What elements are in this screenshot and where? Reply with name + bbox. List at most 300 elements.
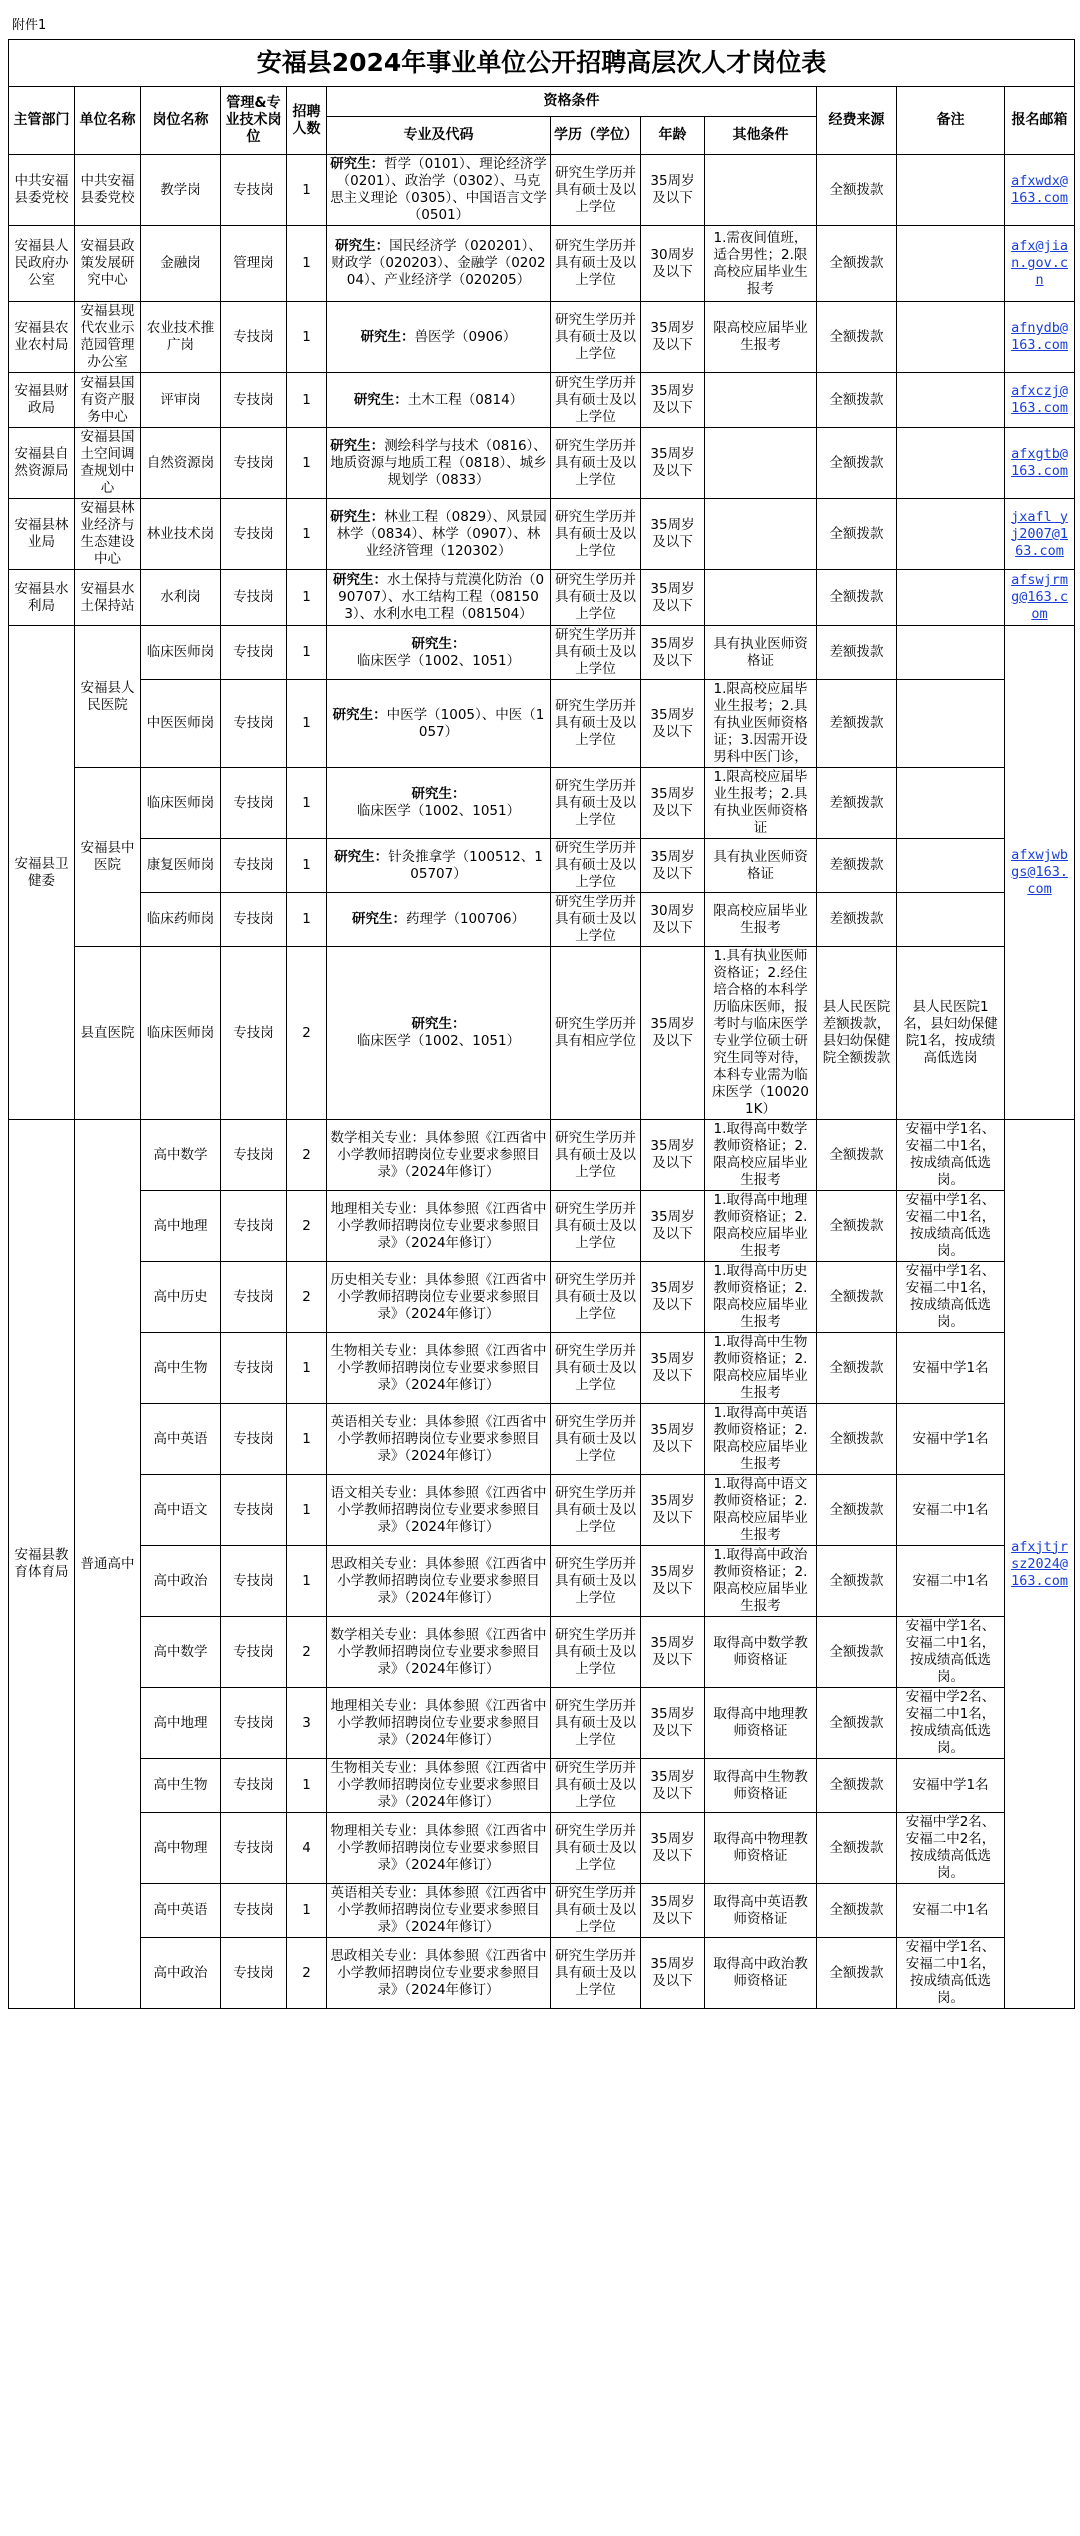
age-cell: 35周岁及以下 [641, 680, 705, 768]
table-row [9, 428, 1075, 499]
type-cell: 专技岗 [221, 1688, 287, 1759]
note-cell [897, 680, 1005, 768]
post-cell: 高中语文 [141, 1475, 221, 1546]
fund-cell: 差额拨款 [817, 680, 897, 768]
major-text: 临床医学（1002、1051） [356, 803, 521, 819]
table-row [9, 570, 1075, 626]
header-email: 报名邮箱 [1005, 87, 1075, 155]
edu-cell: 研究生学历并具有硕士及以上学位 [551, 1475, 641, 1546]
num-cell: 1 [287, 428, 327, 499]
age-cell: 35周岁及以下 [641, 1813, 705, 1884]
major-prefix: 研究生： [330, 437, 385, 454]
edu-cell: 研究生学历并具有硕士及以上学位 [551, 768, 641, 839]
table-row [9, 302, 1075, 373]
dept-cell: 安福县卫健委 [9, 626, 75, 1120]
age-cell: 35周岁及以下 [641, 1262, 705, 1333]
table-row [9, 1475, 1075, 1546]
age-cell: 35周岁及以下 [641, 499, 705, 570]
type-cell: 专技岗 [221, 1475, 287, 1546]
header-fund: 经费来源 [817, 87, 897, 155]
header-note: 备注 [897, 87, 1005, 155]
fund-cell: 差额拨款 [817, 893, 897, 947]
table-row [9, 1938, 1075, 2009]
header-unit: 单位名称 [75, 87, 141, 155]
num-cell: 2 [287, 947, 327, 1120]
table-row [9, 1884, 1075, 1938]
type-cell: 专技岗 [221, 1813, 287, 1884]
edu-cell: 研究生学历并具有硕士及以上学位 [551, 428, 641, 499]
age-cell: 35周岁及以下 [641, 1475, 705, 1546]
unit-cell: 中共安福县委党校 [75, 155, 141, 226]
num-cell: 1 [287, 1475, 327, 1546]
num-cell: 1 [287, 839, 327, 893]
email-link[interactable]: afxczj@163.com [1005, 373, 1075, 428]
post-cell: 康复医师岗 [141, 839, 221, 893]
type-cell: 专技岗 [221, 947, 287, 1120]
table-row [9, 626, 1075, 680]
page-title: 安福县2024年事业单位公开招聘高层次人才岗位表 [9, 40, 1075, 87]
major-cell [327, 302, 551, 373]
num-cell: 1 [287, 680, 327, 768]
major-text: 林业工程（0829）、风景园林学（0834）、林学（0907）、林业经济管理（120302） [336, 508, 547, 559]
major-prefix: 研究生： [351, 911, 406, 927]
header-dept: 主管部门 [9, 87, 75, 155]
note-cell [897, 839, 1005, 893]
num-cell: 1 [287, 626, 327, 680]
table-row [9, 1191, 1075, 1262]
note-cell: 安福中学1名、安福二中1名，按成绩高低选岗。 [897, 1120, 1005, 1191]
age-cell: 30周岁及以下 [641, 226, 705, 302]
edu-cell: 研究生学历并具有硕士及以上学位 [551, 626, 641, 680]
fund-cell: 差额拨款 [817, 768, 897, 839]
type-cell: 专技岗 [221, 1617, 287, 1688]
fund-cell: 全额拨款 [817, 302, 897, 373]
note-cell: 安福中学1名、安福二中1名，按成绩高低选岗。 [897, 1191, 1005, 1262]
type-cell: 专技岗 [221, 768, 287, 839]
other-cell: 1.取得高中历史教师资格证；2.限高校应届毕业生报考 [705, 1262, 817, 1333]
post-cell: 金融岗 [141, 226, 221, 302]
edu-cell: 研究生学历并具有硕士及以上学位 [551, 1813, 641, 1884]
edu-cell: 研究生学历并具有硕士及以上学位 [551, 1120, 641, 1191]
major-prefix: 研究生： [411, 1016, 466, 1032]
age-cell: 35周岁及以下 [641, 302, 705, 373]
unit-cell: 安福县政策发展研究中心 [75, 226, 141, 302]
note-cell: 安福中学1名、安福二中1名，按成绩高低选岗。 [897, 1938, 1005, 2009]
positions-table [8, 39, 1075, 2009]
note-cell [897, 499, 1005, 570]
age-cell: 35周岁及以下 [641, 1120, 705, 1191]
email-link[interactable]: afswjrmg@163.com [1005, 570, 1075, 626]
major-prefix: 研究生： [360, 328, 415, 345]
major-prefix: 研究生： [411, 635, 466, 652]
header-edu: 学历（学位） [551, 117, 641, 155]
post-cell: 高中历史 [141, 1262, 221, 1333]
type-cell: 专技岗 [221, 1333, 287, 1404]
table-row [9, 1617, 1075, 1688]
other-cell [705, 570, 817, 626]
post-cell: 高中英语 [141, 1884, 221, 1938]
dept-cell: 安福县财政局 [9, 373, 75, 428]
post-cell: 高中生物 [141, 1333, 221, 1404]
major-prefix: 研究生： [353, 391, 408, 408]
major-text: 土木工程（0814） [407, 391, 524, 408]
post-cell: 高中政治 [141, 1546, 221, 1617]
fund-cell: 全额拨款 [817, 226, 897, 302]
note-cell [897, 373, 1005, 428]
age-cell: 35周岁及以下 [641, 570, 705, 626]
note-cell [897, 626, 1005, 680]
post-cell: 农业技术推广岗 [141, 302, 221, 373]
num-cell: 1 [287, 302, 327, 373]
note-cell: 安福中学1名 [897, 1404, 1005, 1475]
other-cell: 取得高中地理教师资格证 [705, 1688, 817, 1759]
num-cell: 1 [287, 373, 327, 428]
type-cell: 专技岗 [221, 626, 287, 680]
other-cell: 取得高中数学教师资格证 [705, 1617, 817, 1688]
edu-cell: 研究生学历并具有硕士及以上学位 [551, 1617, 641, 1688]
major-text: 兽医学（0906） [414, 328, 517, 345]
table-row [9, 1688, 1075, 1759]
dept-cell: 安福县农业农村局 [9, 302, 75, 373]
unit-cell: 县直医院 [75, 947, 141, 1120]
post-cell: 水利岗 [141, 570, 221, 626]
type-cell: 专技岗 [221, 1191, 287, 1262]
age-cell: 30周岁及以下 [641, 893, 705, 947]
note-cell: 安福二中1名 [897, 1884, 1005, 1938]
header-type: 管理&专业技术岗位 [221, 87, 287, 155]
other-cell: 取得高中物理教师资格证 [705, 1813, 817, 1884]
type-cell: 专技岗 [221, 1938, 287, 2009]
other-cell: 1.取得高中政治教师资格证；2.限高校应届毕业生报考 [705, 1546, 817, 1617]
major-cell: 数学相关专业：具体参照《江西省中小学教师招聘岗位专业要求参照目录》（2024年修订） [327, 1617, 551, 1688]
num-cell: 2 [287, 1617, 327, 1688]
edu-cell: 研究生学历并具有硕士及以上学位 [551, 1938, 641, 2009]
post-cell: 自然资源岗 [141, 428, 221, 499]
type-cell: 专技岗 [221, 1120, 287, 1191]
fund-cell: 全额拨款 [817, 1759, 897, 1813]
dept-cell: 安福县人民政府办公室 [9, 226, 75, 302]
fund-cell: 全额拨款 [817, 499, 897, 570]
header-qualifications: 资格条件 [327, 87, 817, 117]
major-text: 临床医学（1002、1051） [356, 1033, 521, 1049]
major-prefix: 研究生： [334, 848, 389, 865]
major-prefix: 研究生： [332, 706, 387, 723]
fund-cell: 全额拨款 [817, 1938, 897, 2009]
other-cell: 限高校应届毕业生报考 [705, 893, 817, 947]
header-post: 岗位名称 [141, 87, 221, 155]
major-cell: 历史相关专业：具体参照《江西省中小学教师招聘岗位专业要求参照目录》（2024年修订） [327, 1262, 551, 1333]
table-row [9, 680, 1075, 768]
fund-cell: 全额拨款 [817, 373, 897, 428]
dept-cell: 安福县自然资源局 [9, 428, 75, 499]
table-row [9, 226, 1075, 302]
num-cell: 1 [287, 893, 327, 947]
major-cell [327, 226, 551, 302]
major-cell [327, 947, 551, 1120]
fund-cell: 全额拨款 [817, 1333, 897, 1404]
dept-cell: 安福县林业局 [9, 499, 75, 570]
other-cell: 取得高中生物教师资格证 [705, 1759, 817, 1813]
fund-cell: 县人民医院差额拨款，县妇幼保健院全额拨款 [817, 947, 897, 1120]
post-cell: 评审岗 [141, 373, 221, 428]
age-cell: 35周岁及以下 [641, 155, 705, 226]
fund-cell: 全额拨款 [817, 1688, 897, 1759]
fund-cell: 全额拨款 [817, 1475, 897, 1546]
post-cell: 教学岗 [141, 155, 221, 226]
note-cell [897, 893, 1005, 947]
post-cell: 中医医师岗 [141, 680, 221, 768]
edu-cell: 研究生学历并具有硕士及以上学位 [551, 373, 641, 428]
major-text: 中医学（1005）、中医（1057） [386, 706, 545, 740]
major-text: 临床医学（1002、1051） [356, 652, 521, 669]
fund-cell: 全额拨款 [817, 1262, 897, 1333]
note-cell [897, 768, 1005, 839]
note-cell [897, 302, 1005, 373]
edu-cell: 研究生学历并具有硕士及以上学位 [551, 1191, 641, 1262]
other-cell [705, 155, 817, 226]
edu-cell: 研究生学历并具有硕士及以上学位 [551, 570, 641, 626]
header-major: 专业及代码 [327, 117, 551, 155]
post-cell: 高中数学 [141, 1617, 221, 1688]
age-cell: 35周岁及以下 [641, 947, 705, 1120]
num-cell: 1 [287, 1759, 327, 1813]
email-link[interactable]: jxafl yj2007@163.com [1005, 499, 1075, 570]
age-cell: 35周岁及以下 [641, 1938, 705, 2009]
other-cell: 1.取得高中生物教师资格证；2.限高校应届毕业生报考 [705, 1333, 817, 1404]
major-cell [327, 373, 551, 428]
note-cell [897, 570, 1005, 626]
major-cell: 英语相关专业：具体参照《江西省中小学教师招聘岗位专业要求参照目录》（2024年修订） [327, 1404, 551, 1475]
major-cell [327, 155, 551, 226]
num-cell: 1 [287, 570, 327, 626]
major-prefix: 研究生： [335, 238, 390, 254]
other-cell: 1.限高校应届毕业生报考；2.具有执业医师资格证 [705, 768, 817, 839]
email-link[interactable]: afxwjwbgs@163.com [1005, 626, 1075, 1120]
fund-cell: 全额拨款 [817, 1617, 897, 1688]
age-cell: 35周岁及以下 [641, 1759, 705, 1813]
num-cell: 1 [287, 226, 327, 302]
other-cell: 取得高中政治教师资格证 [705, 1938, 817, 2009]
fund-cell: 全额拨款 [817, 1404, 897, 1475]
table-row [9, 893, 1075, 947]
major-cell: 生物相关专业：具体参照《江西省中小学教师招聘岗位专业要求参照目录》（2024年修订） [327, 1759, 551, 1813]
num-cell: 1 [287, 768, 327, 839]
header-other: 其他条件 [705, 117, 817, 155]
note-cell: 安福中学1名、安福二中1名，按成绩高低选岗。 [897, 1617, 1005, 1688]
major-cell: 数学相关专业：具体参照《江西省中小学教师招聘岗位专业要求参照目录》（2024年修订） [327, 1120, 551, 1191]
age-cell: 35周岁及以下 [641, 428, 705, 499]
post-cell: 林业技术岗 [141, 499, 221, 570]
note-cell: 安福中学2名、安福二中1名，按成绩高低选岗。 [897, 1688, 1005, 1759]
unit-cell: 普通高中 [75, 1120, 141, 2009]
post-cell: 高中地理 [141, 1191, 221, 1262]
edu-cell: 研究生学历并具有硕士及以上学位 [551, 839, 641, 893]
num-cell: 3 [287, 1688, 327, 1759]
dept-cell: 中共安福县委党校 [9, 155, 75, 226]
num-cell: 1 [287, 1546, 327, 1617]
note-cell: 安福中学2名、安福二中2名，按成绩高低选岗。 [897, 1813, 1005, 1884]
type-cell: 专技岗 [221, 1884, 287, 1938]
other-cell: 1.取得高中数学教师资格证；2.限高校应届毕业生报考 [705, 1120, 817, 1191]
age-cell: 35周岁及以下 [641, 1688, 705, 1759]
note-cell [897, 226, 1005, 302]
other-cell: 具有执业医师资格证 [705, 839, 817, 893]
post-cell: 临床医师岗 [141, 947, 221, 1120]
age-cell: 35周岁及以下 [641, 1191, 705, 1262]
fund-cell: 全额拨款 [817, 1813, 897, 1884]
major-prefix: 研究生： [332, 572, 387, 588]
major-text: 药理学（100706） [405, 911, 526, 927]
other-cell: 1.取得高中英语教师资格证；2.限高校应届毕业生报考 [705, 1404, 817, 1475]
post-cell: 高中英语 [141, 1404, 221, 1475]
major-cell: 物理相关专业：具体参照《江西省中小学教师招聘岗位专业要求参照目录》（2024年修订） [327, 1813, 551, 1884]
major-cell [327, 768, 551, 839]
num-cell: 2 [287, 1120, 327, 1191]
num-cell: 1 [287, 1884, 327, 1938]
table-row [9, 839, 1075, 893]
major-cell: 地理相关专业：具体参照《江西省中小学教师招聘岗位专业要求参照目录》（2024年修订） [327, 1688, 551, 1759]
age-cell: 35周岁及以下 [641, 1333, 705, 1404]
table-row [9, 1546, 1075, 1617]
note-cell: 县人民医院1名，县妇幼保健院1名，按成绩高低选岗 [897, 947, 1005, 1120]
major-cell: 英语相关专业：具体参照《江西省中小学教师招聘岗位专业要求参照目录》（2024年修订） [327, 1884, 551, 1938]
num-cell: 1 [287, 1404, 327, 1475]
post-cell: 高中地理 [141, 1688, 221, 1759]
post-cell: 临床药师岗 [141, 893, 221, 947]
table-row [9, 1759, 1075, 1813]
email-link[interactable]: afnydb@163.com [1005, 302, 1075, 373]
age-cell: 35周岁及以下 [641, 1546, 705, 1617]
edu-cell: 研究生学历并具有硕士及以上学位 [551, 680, 641, 768]
email-link[interactable]: afxgtb@163.com [1005, 428, 1075, 499]
major-cell: 思政相关专业：具体参照《江西省中小学教师招聘岗位专业要求参照目录》（2024年修订） [327, 1938, 551, 2009]
type-cell: 专技岗 [221, 499, 287, 570]
major-cell: 思政相关专业：具体参照《江西省中小学教师招聘岗位专业要求参照目录》（2024年修订） [327, 1546, 551, 1617]
other-cell: 取得高中英语教师资格证 [705, 1884, 817, 1938]
type-cell: 专技岗 [221, 373, 287, 428]
major-prefix: 研究生： [330, 156, 385, 172]
major-cell: 语文相关专业：具体参照《江西省中小学教师招聘岗位专业要求参照目录》（2024年修订） [327, 1475, 551, 1546]
edu-cell: 研究生学历并具有硕士及以上学位 [551, 499, 641, 570]
type-cell: 管理岗 [221, 226, 287, 302]
major-cell [327, 428, 551, 499]
type-cell: 专技岗 [221, 893, 287, 947]
major-cell [327, 626, 551, 680]
major-cell: 生物相关专业：具体参照《江西省中小学教师招聘岗位专业要求参照目录》（2024年修订） [327, 1333, 551, 1404]
note-cell [897, 428, 1005, 499]
num-cell: 2 [287, 1938, 327, 2009]
note-cell [897, 155, 1005, 226]
table-row [9, 373, 1075, 428]
edu-cell: 研究生学历并具有硕士及以上学位 [551, 1688, 641, 1759]
edu-cell: 研究生学历并具有相应学位 [551, 947, 641, 1120]
num-cell: 1 [287, 499, 327, 570]
major-cell [327, 570, 551, 626]
major-prefix: 研究生： [330, 508, 385, 525]
major-prefix: 研究生： [411, 786, 466, 802]
post-cell: 高中数学 [141, 1120, 221, 1191]
post-cell: 高中物理 [141, 1813, 221, 1884]
fund-cell: 差额拨款 [817, 839, 897, 893]
edu-cell: 研究生学历并具有硕士及以上学位 [551, 1262, 641, 1333]
other-cell: 1.取得高中地理教师资格证；2.限高校应届毕业生报考 [705, 1191, 817, 1262]
table-row [9, 1120, 1075, 1191]
email-link[interactable]: afx@jian.gov.cn [1005, 226, 1075, 302]
edu-cell: 研究生学历并具有硕士及以上学位 [551, 893, 641, 947]
edu-cell: 研究生学历并具有硕士及以上学位 [551, 155, 641, 226]
age-cell: 35周岁及以下 [641, 1617, 705, 1688]
num-cell: 2 [287, 1262, 327, 1333]
num-cell: 1 [287, 155, 327, 226]
header-row-1 [9, 87, 1075, 117]
major-text: 哲学（0101）、理论经济学（0201）、政治学（0302）、马克思主义理论（0305）、中国语言文学（0501） [330, 156, 547, 223]
age-cell: 35周岁及以下 [641, 373, 705, 428]
table-row [9, 155, 1075, 226]
post-cell: 临床医师岗 [141, 768, 221, 839]
type-cell: 专技岗 [221, 570, 287, 626]
other-cell: 1.需夜间值班，适合男性；2.限高校应届毕业生报考 [705, 226, 817, 302]
type-cell: 专技岗 [221, 302, 287, 373]
major-cell [327, 839, 551, 893]
edu-cell: 研究生学历并具有硕士及以上学位 [551, 1404, 641, 1475]
other-cell [705, 428, 817, 499]
other-cell: 限高校应届毕业生报考 [705, 302, 817, 373]
major-text: 针灸推拿学（100512、105707） [388, 848, 543, 882]
major-cell [327, 499, 551, 570]
table-row [9, 1333, 1075, 1404]
edu-cell: 研究生学历并具有硕士及以上学位 [551, 1546, 641, 1617]
note-cell: 安福二中1名 [897, 1475, 1005, 1546]
note-cell: 安福二中1名 [897, 1546, 1005, 1617]
unit-cell: 安福县国土空间调查规划中心 [75, 428, 141, 499]
type-cell: 专技岗 [221, 1759, 287, 1813]
fund-cell: 全额拨款 [817, 1884, 897, 1938]
fund-cell: 全额拨款 [817, 570, 897, 626]
num-cell: 4 [287, 1813, 327, 1884]
unit-cell: 安福县国有资产服务中心 [75, 373, 141, 428]
major-text: 测绘科学与技术（0816）、地质资源与地质工程（0818）、城乡规划学（0833） [330, 437, 547, 488]
major-cell [327, 680, 551, 768]
email-link[interactable]: afxjtjrsz2024@163.com [1005, 1120, 1075, 2009]
fund-cell: 全额拨款 [817, 1191, 897, 1262]
dept-cell: 安福县水利局 [9, 570, 75, 626]
post-cell: 临床医师岗 [141, 626, 221, 680]
table-row [9, 1813, 1075, 1884]
title-row [9, 40, 1075, 87]
unit-cell: 安福县中医院 [75, 768, 141, 947]
note-cell: 安福中学1名、安福二中1名，按成绩高低选岗。 [897, 1262, 1005, 1333]
age-cell: 35周岁及以下 [641, 626, 705, 680]
other-cell: 1.限高校应届毕业生报考；2.具有执业医师资格证；3.因需开设男科中医门诊， [705, 680, 817, 768]
edu-cell: 研究生学历并具有硕士及以上学位 [551, 1884, 641, 1938]
type-cell: 专技岗 [221, 680, 287, 768]
type-cell: 专技岗 [221, 1262, 287, 1333]
attachment-label: 附件1 [12, 18, 47, 33]
email-link[interactable]: afxwdx@163.com [1005, 155, 1075, 226]
unit-cell: 安福县林业经济与生态建设中心 [75, 499, 141, 570]
fund-cell: 全额拨款 [817, 1120, 897, 1191]
type-cell: 专技岗 [221, 155, 287, 226]
type-cell: 专技岗 [221, 839, 287, 893]
unit-cell: 安福县现代农业示范园管理办公室 [75, 302, 141, 373]
post-cell: 高中生物 [141, 1759, 221, 1813]
header-age: 年龄 [641, 117, 705, 155]
table-row [9, 1404, 1075, 1475]
major-cell: 地理相关专业：具体参照《江西省中小学教师招聘岗位专业要求参照目录》（2024年修订） [327, 1191, 551, 1262]
edu-cell: 研究生学历并具有硕士及以上学位 [551, 1759, 641, 1813]
type-cell: 专技岗 [221, 428, 287, 499]
note-cell: 安福中学1名 [897, 1759, 1005, 1813]
